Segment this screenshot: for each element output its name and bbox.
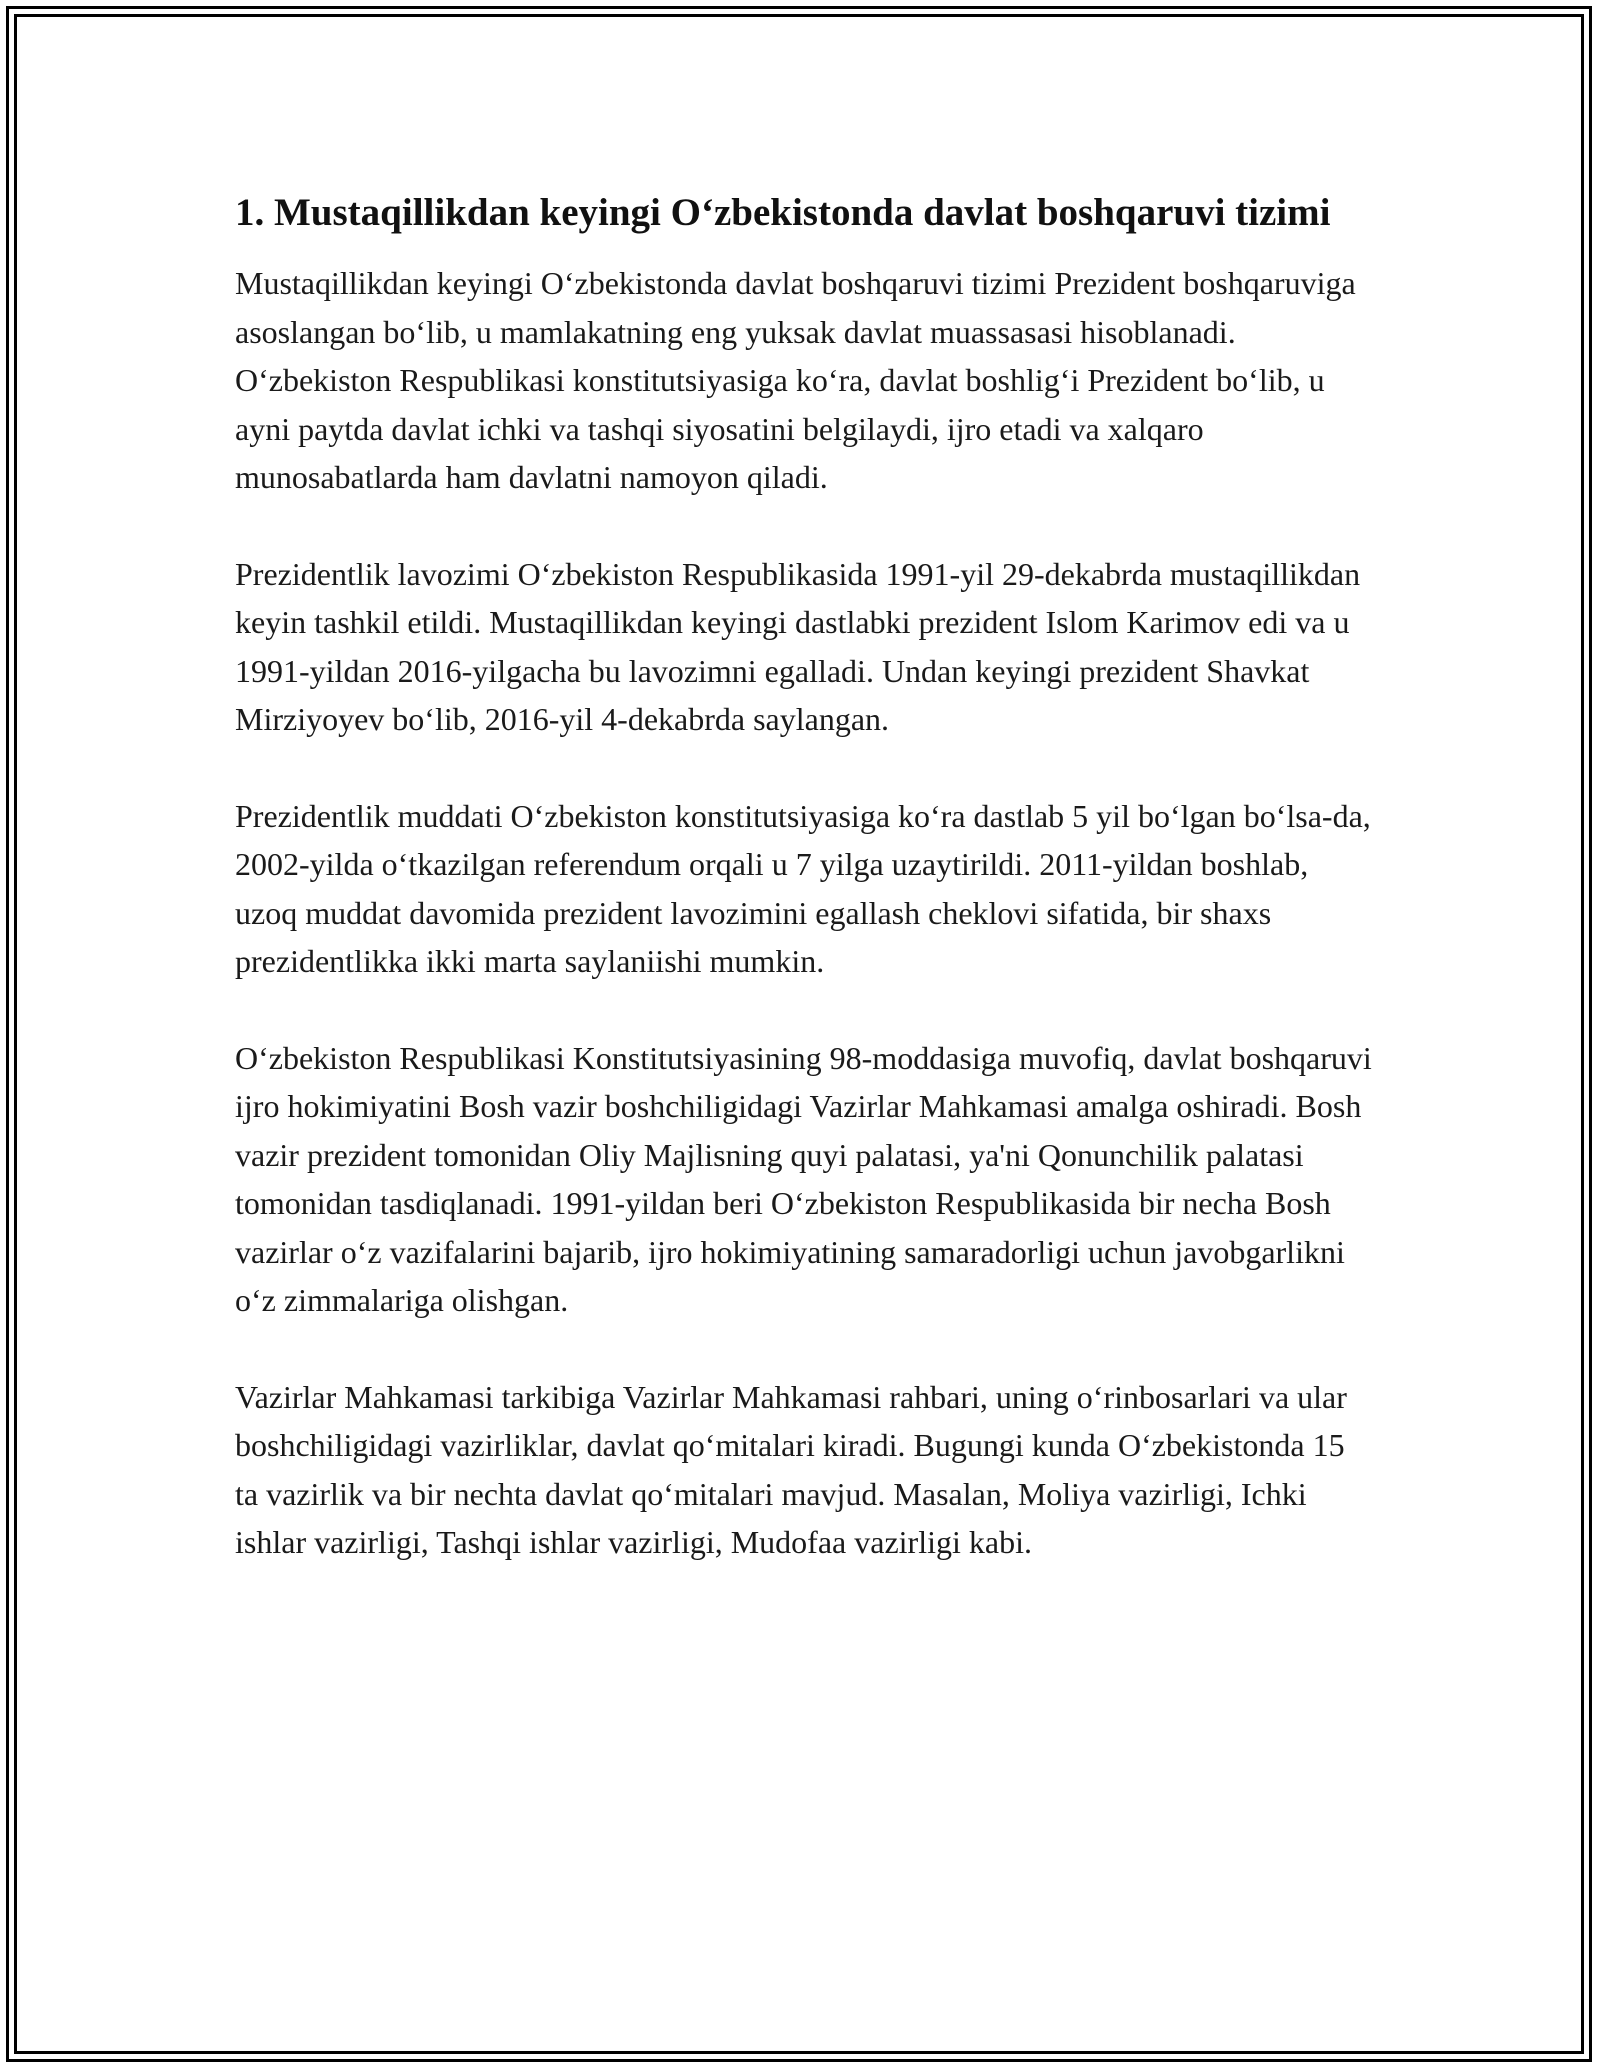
paragraph-presidency-history: Prezidentlik lavozimi O‘zbekiston Respublikasida 1991-yil 29-dekabrda mustaqillikdan keyin tashkil etildi. Mustaqillikdan keyingi dastlabki prezident Islom Karimov edi va u 1991-yildan 2016-yilgacha bu lavozimni egalladi. Undan keyingi prezident Shavkat Mirziyoyev bo‘lib, 2016-yil 4-dekabrda saylangan.: [235, 555, 1361, 737]
paragraph-president-system: Mustaqillikdan keyingi O‘zbekistonda davlat boshqaruvi tizimi Prezident boshqaruviga asoslangan bo‘lib, u mamlakatning eng yuksak davlat muassasasi hisoblanadi. O‘zbekiston Respublikasi konstitutsiyasiga ko‘ra, davlat boshlig‘i Prezident bo‘lib, u ayni paytda davlat ichki va tashqi siyosatini belgilaydi, ijro etadi va xalqaro munosabatlarda ham davlatni namoyon qiladi.: [235, 265, 1356, 495]
paragraph-term-limits: Prezidentlik muddati O‘zbekiston konstitutsiyasiga ko‘ra dastlab 5 yil bo‘lgan bo‘lsa-da, 2002-yilda o‘tkazilgan referendum orqali u 7 yilga uzaytirildi. 2011-yildan boshlab, uzoq muddat davomida prezident lavozimini egallash cheklovi sifatida, bir shaxs prezidentlikka ikki marta saylaniishi mumkin.: [235, 797, 1371, 979]
paragraph-cabinet-ministers: O‘zbekiston Respublikasi Konstitutsiyasining 98-moddasiga muvofiq, davlat boshqaruvi ijro hokimiyatini Bosh vazir boshchiligidagi Vazirlar Mahkamasi amalga oshiradi. Bosh vazir prezident tomonidan Oliy Majlisning quyi palatasi, ya'ni Qonunchilik palatasi tomonidan tasdiqlanadi. 1991-yildan beri O‘zbekiston Respublikasida bir necha Bosh vazirlar o‘z vazifalarini bajarib, ijro hokimiyatining samaradorligi uchun javobgarlikni o‘z zimmalariga olishgan.: [235, 1039, 1372, 1318]
document-body: [235, 185, 1375, 1615]
document-title: 1. Mustaqillikdan keyingi O‘zbekistonda davlat boshqaruvi tizimi: [235, 191, 1331, 234]
paragraph-ministries: Vazirlar Mahkamasi tarkibiga Vazirlar Mahkamasi rahbari, uning o‘rinbosarlari va ular boshchiligidagi vazirliklar, davlat qo‘mitalari kiradi. Bugungi kunda O‘zbekistonda 15 ta vazirlik va bir nechta davlat qo‘mitalari mavjud. Masalan, Moliya vazirligi, Ichki ishlar vazirligi, Tashqi ishlar vazirligi, Mudofaa vazirligi kabi.: [235, 1378, 1347, 1560]
